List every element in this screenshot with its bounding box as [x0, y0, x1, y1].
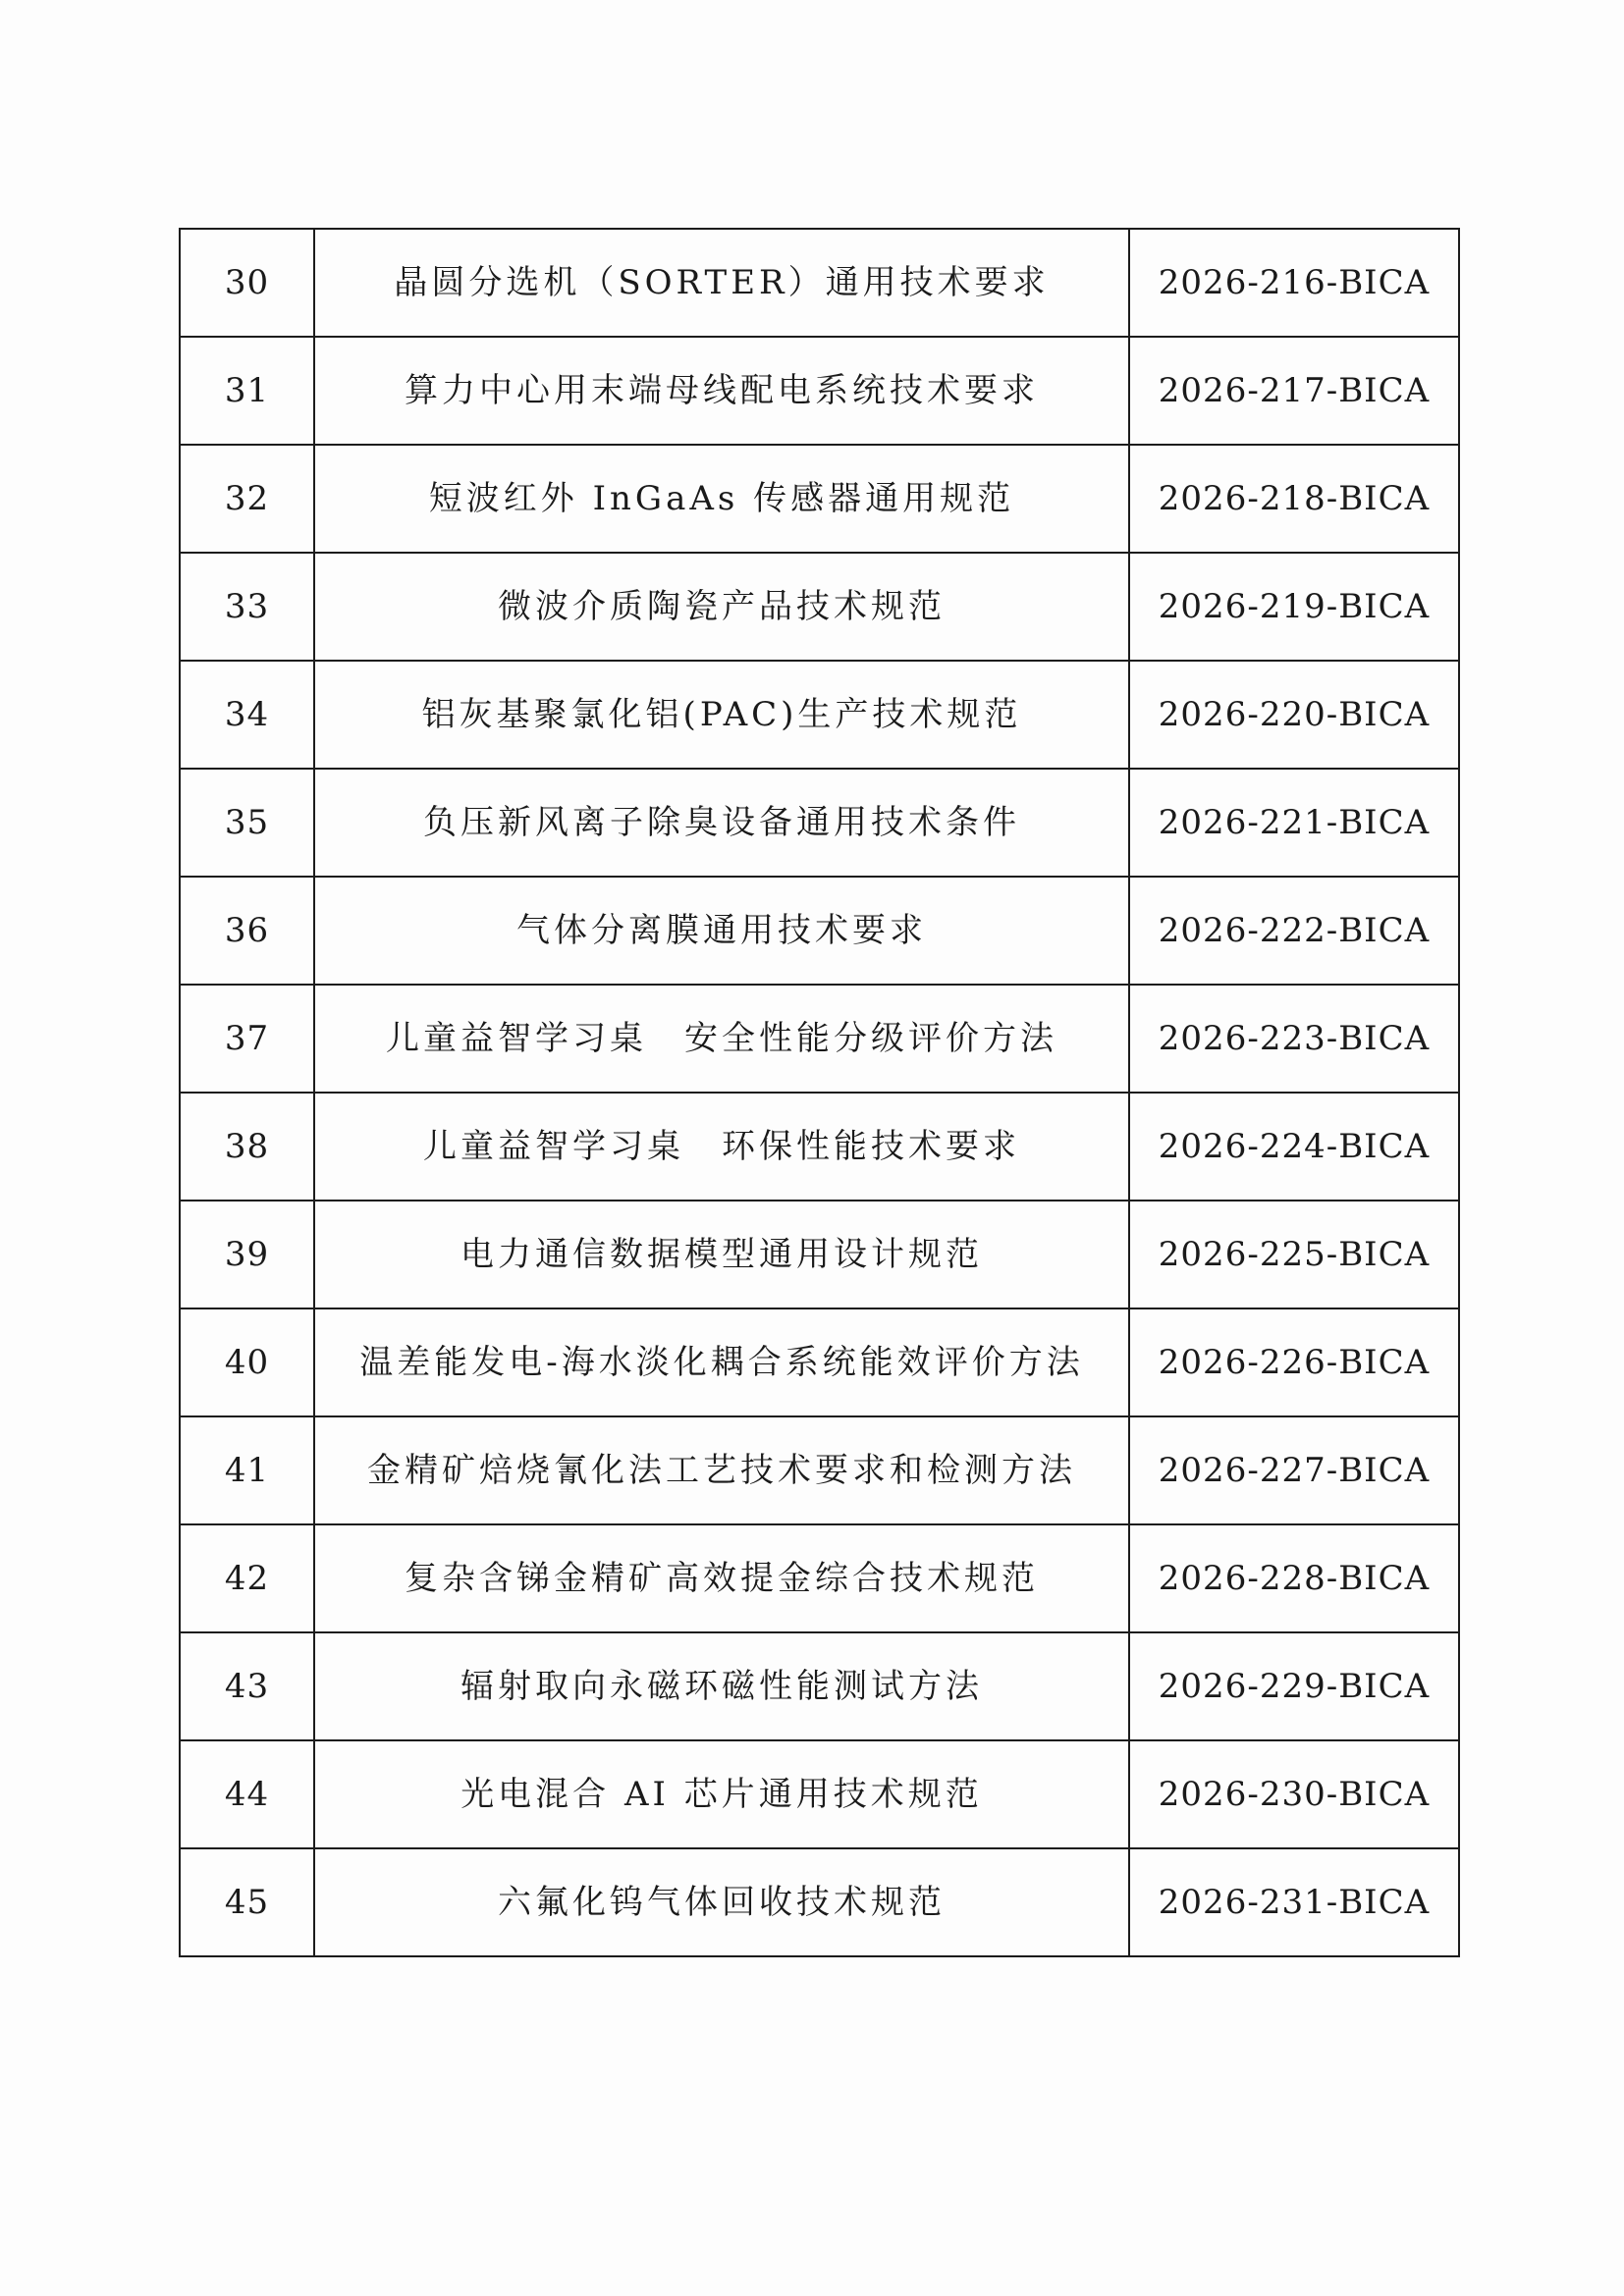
standard-title: 金精矿焙烧氰化法工艺技术要求和检测方法: [314, 1416, 1129, 1524]
project-code: 2026-217-BICA: [1129, 337, 1459, 445]
standard-title: 温差能发电-海水淡化耦合系统能效评价方法: [314, 1308, 1129, 1416]
table-row: [180, 1308, 1459, 1416]
standard-title: 晶圆分选机（SORTER）通用技术要求: [314, 229, 1129, 337]
project-code: 2026-226-BICA: [1129, 1308, 1459, 1416]
table-row: [180, 445, 1459, 553]
project-code: 2026-221-BICA: [1129, 769, 1459, 877]
standards-table: [179, 228, 1460, 1957]
standard-title: 算力中心用末端母线配电系统技术要求: [314, 337, 1129, 445]
table-row: [180, 877, 1459, 985]
row-number: 34: [180, 661, 314, 769]
table-row: [180, 1740, 1459, 1848]
row-number: 39: [180, 1201, 314, 1308]
project-code: 2026-231-BICA: [1129, 1848, 1459, 1956]
row-number: 32: [180, 445, 314, 553]
project-code: 2026-218-BICA: [1129, 445, 1459, 553]
row-number: 42: [180, 1524, 314, 1632]
standard-title: 六氟化钨气体回收技术规范: [314, 1848, 1129, 1956]
row-number: 45: [180, 1848, 314, 1956]
table-row: [180, 229, 1459, 337]
row-number: 37: [180, 985, 314, 1093]
project-code: 2026-228-BICA: [1129, 1524, 1459, 1632]
standard-title: 儿童益智学习桌 安全性能分级评价方法: [314, 985, 1129, 1093]
project-code: 2026-225-BICA: [1129, 1201, 1459, 1308]
table-row: [180, 1093, 1459, 1201]
table-row: [180, 661, 1459, 769]
project-code: 2026-222-BICA: [1129, 877, 1459, 985]
project-code: 2026-223-BICA: [1129, 985, 1459, 1093]
row-number: 43: [180, 1632, 314, 1740]
table-row: [180, 1632, 1459, 1740]
row-number: 30: [180, 229, 314, 337]
standard-title: 铝灰基聚氯化铝(PAC)生产技术规范: [314, 661, 1129, 769]
row-number: 41: [180, 1416, 314, 1524]
table-row: [180, 1201, 1459, 1308]
standard-title: 儿童益智学习桌 环保性能技术要求: [314, 1093, 1129, 1201]
table-row: [180, 985, 1459, 1093]
row-number: 35: [180, 769, 314, 877]
row-number: 38: [180, 1093, 314, 1201]
project-code: 2026-229-BICA: [1129, 1632, 1459, 1740]
project-code: 2026-216-BICA: [1129, 229, 1459, 337]
table-row: [180, 1524, 1459, 1632]
row-number: 40: [180, 1308, 314, 1416]
standards-table-body: [180, 229, 1459, 1956]
standard-title: 负压新风离子除臭设备通用技术条件: [314, 769, 1129, 877]
standard-title: 气体分离膜通用技术要求: [314, 877, 1129, 985]
table-row: [180, 769, 1459, 877]
project-code: 2026-227-BICA: [1129, 1416, 1459, 1524]
standard-title: 辐射取向永磁环磁性能测试方法: [314, 1632, 1129, 1740]
standard-title: 光电混合 AI 芯片通用技术规范: [314, 1740, 1129, 1848]
standard-title: 复杂含锑金精矿高效提金综合技术规范: [314, 1524, 1129, 1632]
standard-title: 电力通信数据模型通用设计规范: [314, 1201, 1129, 1308]
row-number: 33: [180, 553, 314, 661]
table-row: [180, 553, 1459, 661]
standard-title: 短波红外 InGaAs 传感器通用规范: [314, 445, 1129, 553]
table-row: [180, 1416, 1459, 1524]
row-number: 44: [180, 1740, 314, 1848]
table-row: [180, 337, 1459, 445]
project-code: 2026-219-BICA: [1129, 553, 1459, 661]
project-code: 2026-224-BICA: [1129, 1093, 1459, 1201]
project-code: 2026-230-BICA: [1129, 1740, 1459, 1848]
row-number: 31: [180, 337, 314, 445]
row-number: 36: [180, 877, 314, 985]
standard-title: 微波介质陶瓷产品技术规范: [314, 553, 1129, 661]
table-row: [180, 1848, 1459, 1956]
project-code: 2026-220-BICA: [1129, 661, 1459, 769]
